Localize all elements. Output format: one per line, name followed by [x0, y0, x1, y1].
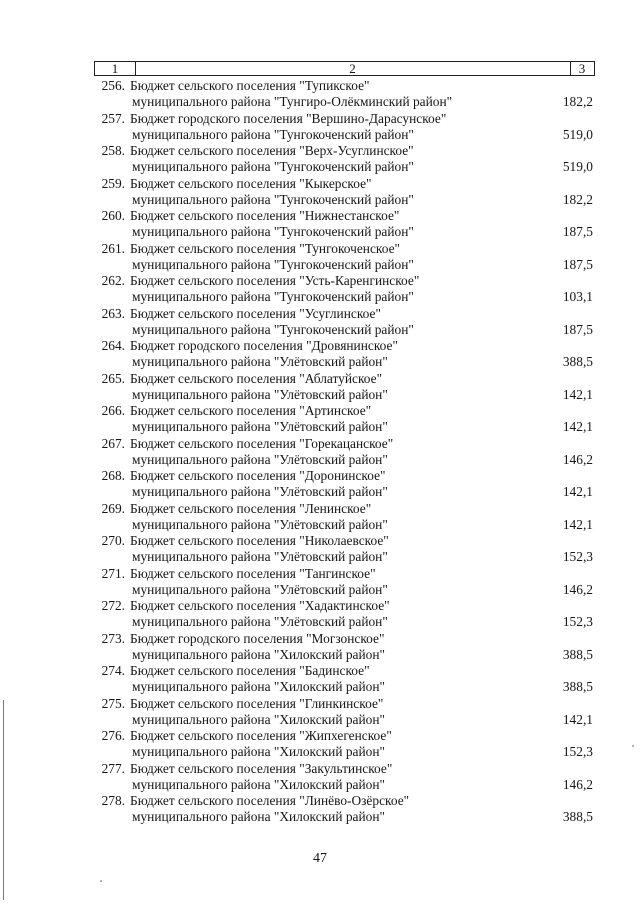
table-row — [94, 208, 595, 241]
row-number: 274. — [101, 663, 125, 678]
row-amount: 519,0 — [562, 126, 593, 142]
row-name-line1: Бюджет сельского поселения "Усть-Каренгинское" — [130, 273, 420, 288]
scan-edge-mark — [3, 700, 4, 900]
row-number: 268. — [101, 468, 125, 483]
scan-speck — [100, 880, 102, 882]
scan-speck — [632, 745, 634, 747]
table-row — [94, 111, 595, 144]
table-row — [94, 663, 595, 696]
row-amount: 142,1 — [562, 419, 593, 435]
row-name-line1: Бюджет сельского поселения "Аблатуйское" — [130, 370, 383, 386]
row-amount: 187,5 — [562, 224, 593, 240]
row-number: 262. — [101, 273, 125, 288]
row-number: 272. — [101, 598, 125, 613]
row-amount: 187,5 — [562, 256, 593, 272]
row-number: 259. — [101, 175, 125, 191]
table-row — [94, 696, 595, 729]
row-name-line2: муниципального района "Хилокский район" — [132, 744, 385, 760]
row-name-line2: муниципального района "Улётовский район" — [132, 581, 388, 597]
row-name-line1: Бюджет сельского поселения "Тунгокоченское" — [130, 240, 401, 256]
row-number: 278. — [101, 793, 125, 808]
row-amount: 142,1 — [562, 484, 593, 500]
row-number: 258. — [101, 143, 125, 158]
row-number: 256. — [101, 78, 125, 93]
table-row — [94, 371, 595, 404]
row-amount: 187,5 — [562, 321, 593, 337]
row-amount: 182,2 — [562, 94, 593, 110]
row-amount: 388,5 — [562, 809, 593, 825]
row-name-line1: Бюджет сельского поселения "Глинкинское" — [130, 695, 384, 711]
row-name-line2: муниципального района "Хилокский район" — [132, 809, 385, 825]
row-number: 266. — [101, 403, 125, 418]
row-amount: 388,5 — [562, 679, 593, 695]
table-body — [94, 78, 595, 826]
page-number: 47 — [313, 851, 327, 866]
row-name-line1: Бюджет сельского поселения "Бадинское" — [130, 663, 370, 678]
row-name-line2: муниципального района "Улётовский район" — [132, 354, 388, 370]
row-amount: 146,2 — [562, 581, 593, 597]
row-name-line1: Бюджет городского поселения "Дровянинское" — [130, 338, 398, 353]
row-name-line1: Бюджет сельского поселения "Ленинское" — [130, 500, 372, 516]
row-name-line2: муниципального района "Тунгокоченский район" — [132, 224, 414, 240]
row-name-line1: Бюджет сельского поселения "Горекацанское" — [130, 435, 394, 451]
row-name-line2: муниципального района "Хилокский район" — [132, 646, 385, 662]
table-row — [94, 501, 595, 534]
table-row — [94, 761, 595, 794]
row-name-line2: муниципального района "Тунгокоченский район" — [132, 289, 414, 305]
row-name-line1: Бюджет сельского поселения "Кыкерское" — [130, 175, 372, 191]
table-row — [94, 403, 595, 436]
row-number: 264. — [101, 338, 125, 353]
row-name-line2: муниципального района "Улётовский район" — [132, 419, 388, 435]
row-name-line1: Бюджет сельского поселения "Артинское" — [130, 403, 372, 418]
row-number: 271. — [101, 565, 125, 581]
row-amount: 519,0 — [562, 159, 593, 175]
row-name-line2: муниципального района "Улётовский район" — [132, 549, 388, 565]
row-name-line1: Бюджет сельского поселения "Тангинское" — [130, 565, 376, 581]
row-name-line1: Бюджет городского поселения "Могзонское" — [130, 630, 385, 646]
row-amount: 142,1 — [562, 386, 593, 402]
row-name-line2: муниципального района "Тунгокоченский район" — [132, 191, 414, 207]
row-name-line1: Бюджет сельского поселения "Николаевское" — [130, 533, 389, 548]
row-name-line2: муниципального района "Тунгокоченский район" — [132, 321, 414, 337]
row-number: 270. — [101, 533, 125, 548]
row-number: 276. — [101, 728, 125, 743]
row-name-line1: Бюджет сельского поселения "Тупикское" — [130, 78, 370, 93]
row-number: 277. — [101, 760, 125, 776]
row-name-line2: муниципального района "Тунгокоченский район" — [132, 256, 414, 272]
row-number: 257. — [101, 110, 125, 126]
row-name-line1: Бюджет сельского поселения "Усуглинское" — [130, 305, 381, 321]
row-number: 273. — [101, 630, 125, 646]
table-header-row — [94, 61, 595, 76]
row-number: 261. — [101, 240, 125, 256]
table-row — [94, 598, 595, 631]
row-number: 275. — [101, 695, 125, 711]
header-col-1: 1 — [95, 62, 136, 75]
row-name-line1: Бюджет сельского поселения "Верх-Усуглинское" — [130, 143, 414, 158]
row-amount: 146,2 — [562, 451, 593, 467]
table-row — [94, 338, 595, 371]
table-row — [94, 78, 595, 111]
row-name-line2: муниципального района "Тунгокоченский район" — [132, 126, 414, 142]
row-amount: 146,2 — [562, 776, 593, 792]
row-name-line2: муниципального района "Улётовский район" — [132, 614, 388, 630]
row-name-line2: муниципального района "Улётовский район" — [132, 516, 388, 532]
row-amount: 142,1 — [562, 516, 593, 532]
row-amount: 152,3 — [562, 549, 593, 565]
table-row — [94, 566, 595, 599]
row-name-line2: муниципального района "Тунгокоченский район" — [132, 159, 414, 175]
row-name-line2: муниципального района "Улётовский район" — [132, 386, 388, 402]
table-row — [94, 533, 595, 566]
row-amount: 103,1 — [562, 289, 593, 305]
table-row — [94, 306, 595, 339]
row-name-line2: муниципального района "Улётовский район" — [132, 484, 388, 500]
table-row — [94, 273, 595, 306]
row-name-line1: Бюджет сельского поселения "Нижнестанское" — [130, 208, 400, 223]
row-name-line2: муниципального района "Улётовский район" — [132, 451, 388, 467]
table-row — [94, 176, 595, 209]
header-col-3: 3 — [578, 61, 586, 76]
table-row — [94, 241, 595, 274]
row-amount: 152,3 — [562, 614, 593, 630]
row-amount: 182,2 — [562, 191, 593, 207]
row-number: 269. — [101, 500, 125, 516]
row-name-line1: Бюджет сельского поселения "Жипхегенское" — [130, 728, 392, 743]
table-row — [94, 728, 595, 761]
row-name-line1: Бюджет городского поселения "Вершино-Дарасунское" — [130, 110, 447, 126]
row-name-line2: муниципального района "Тунгиро-Олёкминский район" — [132, 94, 453, 110]
table-row — [94, 436, 595, 469]
row-amount: 388,5 — [562, 646, 593, 662]
row-name-line2: муниципального района "Хилокский район" — [132, 679, 385, 695]
header-col-2: 2 — [135, 62, 571, 75]
row-amount: 142,1 — [562, 711, 593, 727]
row-amount: 388,5 — [562, 354, 593, 370]
row-name-line1: Бюджет сельского поселения "Линёво-Озёрское" — [130, 793, 410, 808]
row-amount: 152,3 — [562, 744, 593, 760]
row-name-line2: муниципального района "Хилокский район" — [132, 711, 385, 727]
row-number: 267. — [101, 435, 125, 451]
row-number: 265. — [101, 370, 125, 386]
row-number: 263. — [101, 305, 125, 321]
table-row — [94, 631, 595, 664]
table-row — [94, 468, 595, 501]
row-name-line1: Бюджет сельского поселения "Доронинское" — [130, 468, 386, 483]
row-name-line1: Бюджет сельского поселения "Хадактинское" — [130, 598, 390, 613]
row-name-line1: Бюджет сельского поселения "Закультинское" — [130, 760, 393, 776]
row-name-line2: муниципального района "Хилокский район" — [132, 776, 385, 792]
table-row — [94, 793, 595, 826]
row-number: 260. — [101, 208, 125, 223]
table-row — [94, 143, 595, 176]
